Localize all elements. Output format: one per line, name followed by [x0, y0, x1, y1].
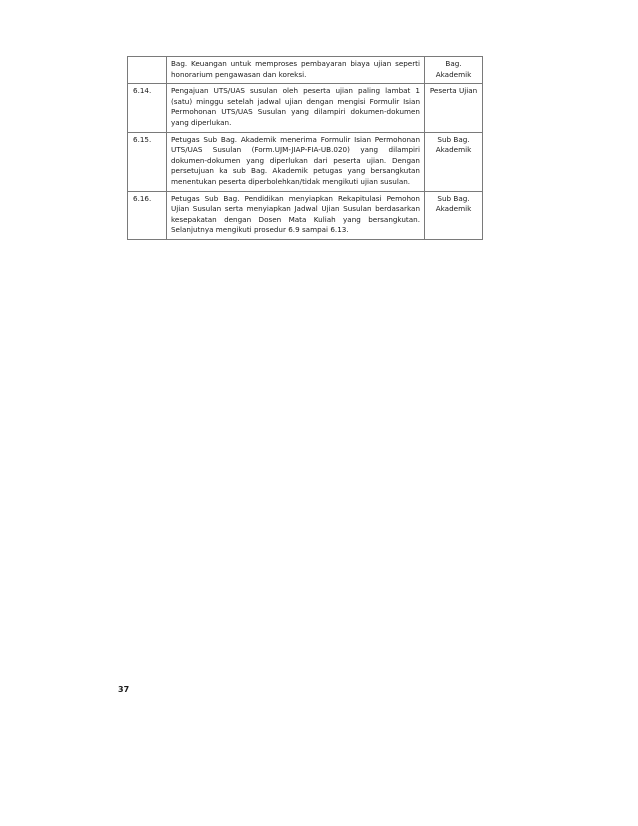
responsible-unit: Sub Bag. Akademik — [425, 191, 483, 239]
table-row — [128, 84, 483, 132]
step-number: 6.15. — [128, 132, 167, 191]
step-number — [128, 57, 167, 84]
table-row — [128, 191, 483, 239]
table-row — [128, 57, 483, 84]
responsible-unit: Sub Bag. Akademik — [425, 132, 483, 191]
step-number: 6.16. — [128, 191, 167, 239]
page-number: 37 — [118, 685, 130, 694]
responsible-unit: Peserta Ujian — [425, 84, 483, 132]
step-number: 6.14. — [128, 84, 167, 132]
procedure-table — [127, 56, 483, 240]
step-description: Bag. Keuangan untuk memproses pembayaran biaya ujian seperti honorarium pengawasan dan koreksi. — [167, 57, 425, 84]
step-description: Pengajuan UTS/UAS susulan oleh peserta ujian paling lambat 1 (satu) minggu setelah jadwal ujian dengan mengisi Formulir Isian Permohonan UTS/UAS Susulan yang dilampiri dokumen-dokumen yang diperlukan. — [167, 84, 425, 132]
step-description: Petugas Sub Bag. Akademik menerima Formulir Isian Permohonan UTS/UAS Susulan (Form.UJM-JIAP-FIA-UB.020) yang dilampiri dokumen-dokumen yang diperlukan dari peserta ujian. Dengan persetujuan ka sub Bag. Akademik petugas yang bersangkutan menentukan peserta diperbolehkan/tidak mengikuti ujian susulan. — [167, 132, 425, 191]
table-row — [128, 132, 483, 191]
step-description: Petugas Sub Bag. Pendidikan menyiapkan Rekapitulasi Pemohon Ujian Susulan serta menyiapkan Jadwal Ujian Susulan berdasarkan kesepakatan dengan Dosen Mata Kuliah yang bersangkutan. Selanjutnya mengikuti prosedur 6.9 sampai 6.13. — [167, 191, 425, 239]
responsible-unit: Bag. Akademik — [425, 57, 483, 84]
